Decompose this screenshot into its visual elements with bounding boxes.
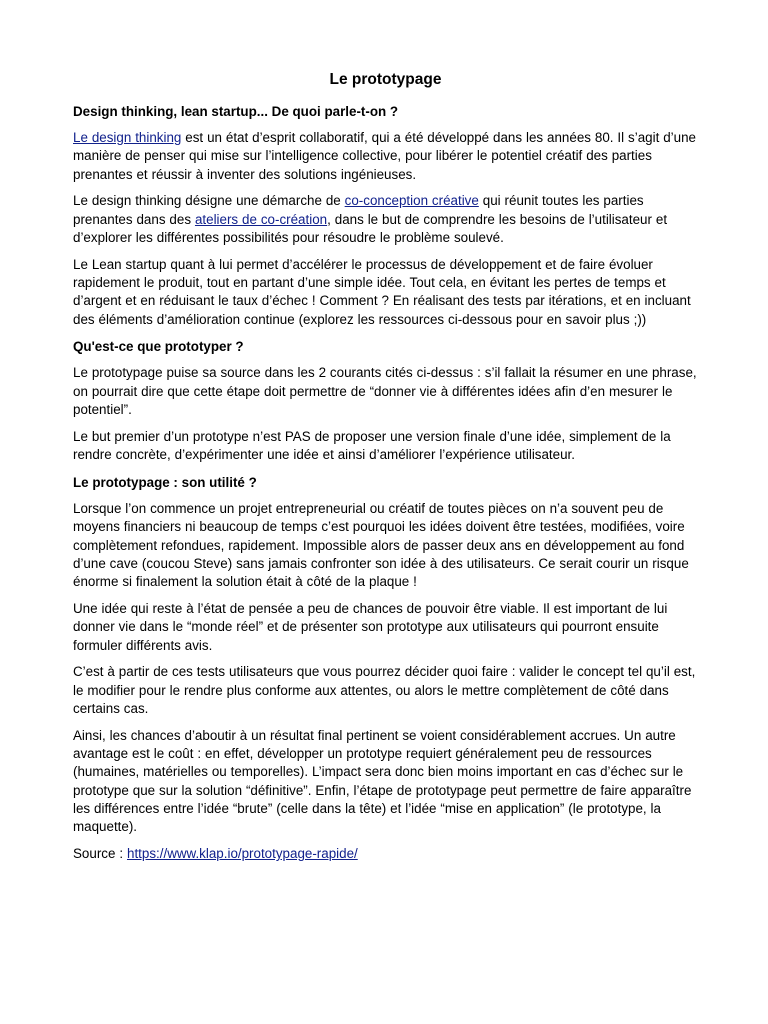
section-heading-design-thinking: Design thinking, lean startup... De quoi parle-t-on ? bbox=[73, 104, 399, 119]
paragraph-text: qui réunit toutes les parties prenantes dans des bbox=[73, 193, 644, 227]
source-link[interactable]: https://www.klap.io/prototypage-rapide/ bbox=[127, 846, 358, 861]
paragraph-projet-entrepreneurial: Lorsque l’on commence un projet entrepreneurial ou créatif de toutes pièces on n’a souvent peu de moyens financiers ni beaucoup de temps c’est pourquoi les idées doivent être testées, modifiées, voire complètement refondues, rapidement. Impossible alors de passer deux ans en développement au fond d’une cave (coucou Steve) sans jamais confronter son idée à des utilisateurs. Ce serait courir un risque énorme si finalement la solution était à côté de la plaque ! bbox=[73, 500, 689, 590]
section-heading-prototyper: Qu'est-ce que prototyper ? bbox=[73, 339, 244, 355]
link-co-conception-creative[interactable]: co-conception créative bbox=[344, 193, 479, 209]
paragraph-text: , dans le but de comprendre les besoins de l’utilisateur et d’explorer les différentes possibilités pour résoudre le problème soulevé. bbox=[73, 211, 668, 245]
paragraph-co-conception bbox=[73, 192, 698, 247]
paragraph-lean-startup: Le Lean startup quant à lui permet d’accélérer le processus de développement et de faire évoluer rapidement le produit, tout en partant d’une simple idée. Tout cela, en évitant les pertes de temps et d’argent et en réduisant le taux d’échec ! Comment ? En réalisant des tests par itérations, et en incluant des éléments d’amélioration continue (explorez les ressources ci-dessous pour en savoir plus ;)) bbox=[73, 256, 691, 327]
document-page bbox=[73, 70, 698, 872]
source-label: Source : bbox=[73, 846, 127, 861]
paragraph-tests-utilisateurs: C’est à partir de ces tests utilisateurs que vous pourrez décider quoi faire : valider le concept tel qu’il est, le modifier pour le rendre plus conforme aux attentes, ou alors le mettre complètement de côté dans certains cas. bbox=[73, 664, 696, 716]
source-line bbox=[73, 845, 698, 863]
paragraph-but-prototype: Le but premier d’un prototype n’est PAS de proposer une version finale d’une idée, simplement de la rendre concrète, d’expérimenter une idée et ainsi d’améliorer l’expérience utilisateur. bbox=[73, 428, 671, 463]
document-title: Le prototypage bbox=[329, 71, 442, 88]
paragraph-idee-viable: Une idée qui reste à l’état de pensée a peu de chances de pouvoir être viable. Il est important de lui donner vie dans le “monde réel” et de présenter son prototype aux utilisateurs qui pourront ensuite formuler différents avis. bbox=[73, 600, 668, 653]
link-design-thinking[interactable]: Le design thinking bbox=[73, 130, 182, 145]
section-heading-utilite: Le prototypage : son utilité ? bbox=[73, 474, 257, 490]
paragraph-design-thinking bbox=[73, 129, 698, 184]
paragraph-text: Le design thinking désigne une démarche de bbox=[73, 193, 345, 209]
paragraph-avantages: Ainsi, les chances d’aboutir à un résultat final pertinent se voient considérablement accrues. Un autre avantage est le coût : en effet, développer un prototype requiert généralement peu de ressources (humaines, matérielles ou temporelles). L’impact sera donc bien moins important en cas d’échec sur le prototype que sur la solution “définitive”. Enfin, l’étape de prototypage peut permettre de faire apparaître les différences entre l’idée “brute” (celle dans la tête) et l’idée “mise en application” (le prototype, la maquette). bbox=[73, 727, 692, 835]
link-ateliers-co-creation[interactable]: ateliers de co-création bbox=[194, 211, 328, 227]
paragraph-text: est un état d’esprit collaboratif, qui a été développé dans les années 80. Il s’agit d’une manière de penser qui mise sur l’intelligence collective, pour libérer le potentiel créatif des parties prenantes et réussir à inventer des solutions ingénieuses. bbox=[73, 130, 696, 182]
paragraph-prototypage-source: Le prototypage puise sa source dans les 2 courants cités ci-dessus : s’il fallait la résumer en une phrase, on pourrait dire que cette étape doit permettre de “donner vie à différentes idées afin d’en mesurer le potentiel”. bbox=[73, 365, 697, 418]
